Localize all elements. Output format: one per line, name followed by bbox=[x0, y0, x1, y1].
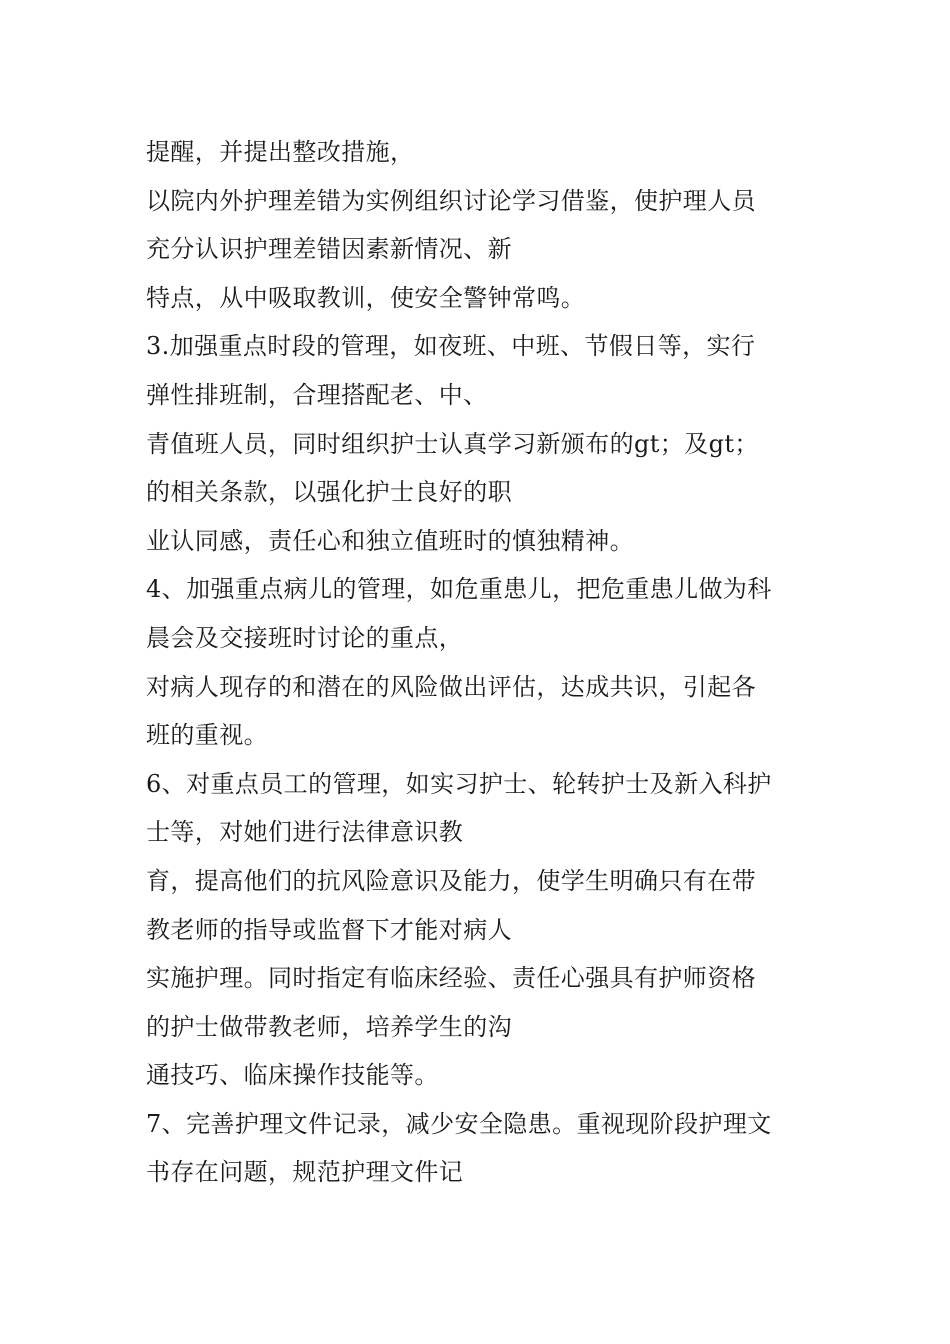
text-line: 以院内外护理差错为实例组织讨论学习借鉴，使护理人员 bbox=[146, 186, 756, 215]
text-line: 特点，从中吸取教训，使安全警钟常鸣。 bbox=[146, 283, 586, 312]
text-line: 6、对重点员工的管理，如实习护士、轮转护士及新入科护 bbox=[146, 769, 772, 798]
text-line: 弹性排班制，合理搭配老、中、 bbox=[146, 380, 488, 409]
text-line: 的护士做带教老师，培养学生的沟 bbox=[146, 1012, 512, 1041]
text-line: 充分认识护理差错因素新情况、新 bbox=[146, 235, 512, 264]
text-line: 的相关条款，以强化护士良好的职 bbox=[146, 478, 512, 507]
text-line: 实施护理。同时指定有临床经验、责任心强具有护师资格 bbox=[146, 964, 756, 993]
text-line: 育，提高他们的抗风险意识及能力，使学生明确只有在带 bbox=[146, 866, 756, 895]
text-line: 提醒，并提出整改措施， bbox=[146, 138, 415, 166]
text-line: 4、加强重点病儿的管理，如危重患儿，把危重患儿做为科 bbox=[146, 575, 772, 604]
text-line: 书存在问题，规范护理文件记 bbox=[146, 1158, 464, 1187]
text-line: 7、完善护理文件记录，减少安全隐患。重视现阶段护理文 bbox=[146, 1109, 772, 1138]
text-line: 通技巧、临床操作技能等。 bbox=[146, 1061, 439, 1090]
text-line: 业认同感，责任心和独立值班时的慎独精神。 bbox=[146, 526, 634, 555]
document-body bbox=[146, 134, 806, 1203]
text-line: 教老师的指导或监督下才能对病人 bbox=[146, 915, 512, 944]
text-line: 3.加强重点时段的管理，如夜班、中班、节假日等，实行 bbox=[146, 332, 756, 361]
text-line: 士等，对她们进行法律意识教 bbox=[146, 818, 464, 847]
text-line: 晨会及交接班时讨论的重点， bbox=[146, 623, 464, 652]
text-line: 班的重视。 bbox=[146, 721, 268, 750]
text-line: 青值班人员，同时组织护士认真学习新颁布的gt；及gt； bbox=[146, 429, 759, 458]
text-line: 对病人现存的和潜在的风险做出评估，达成共识，引起各 bbox=[146, 672, 756, 701]
